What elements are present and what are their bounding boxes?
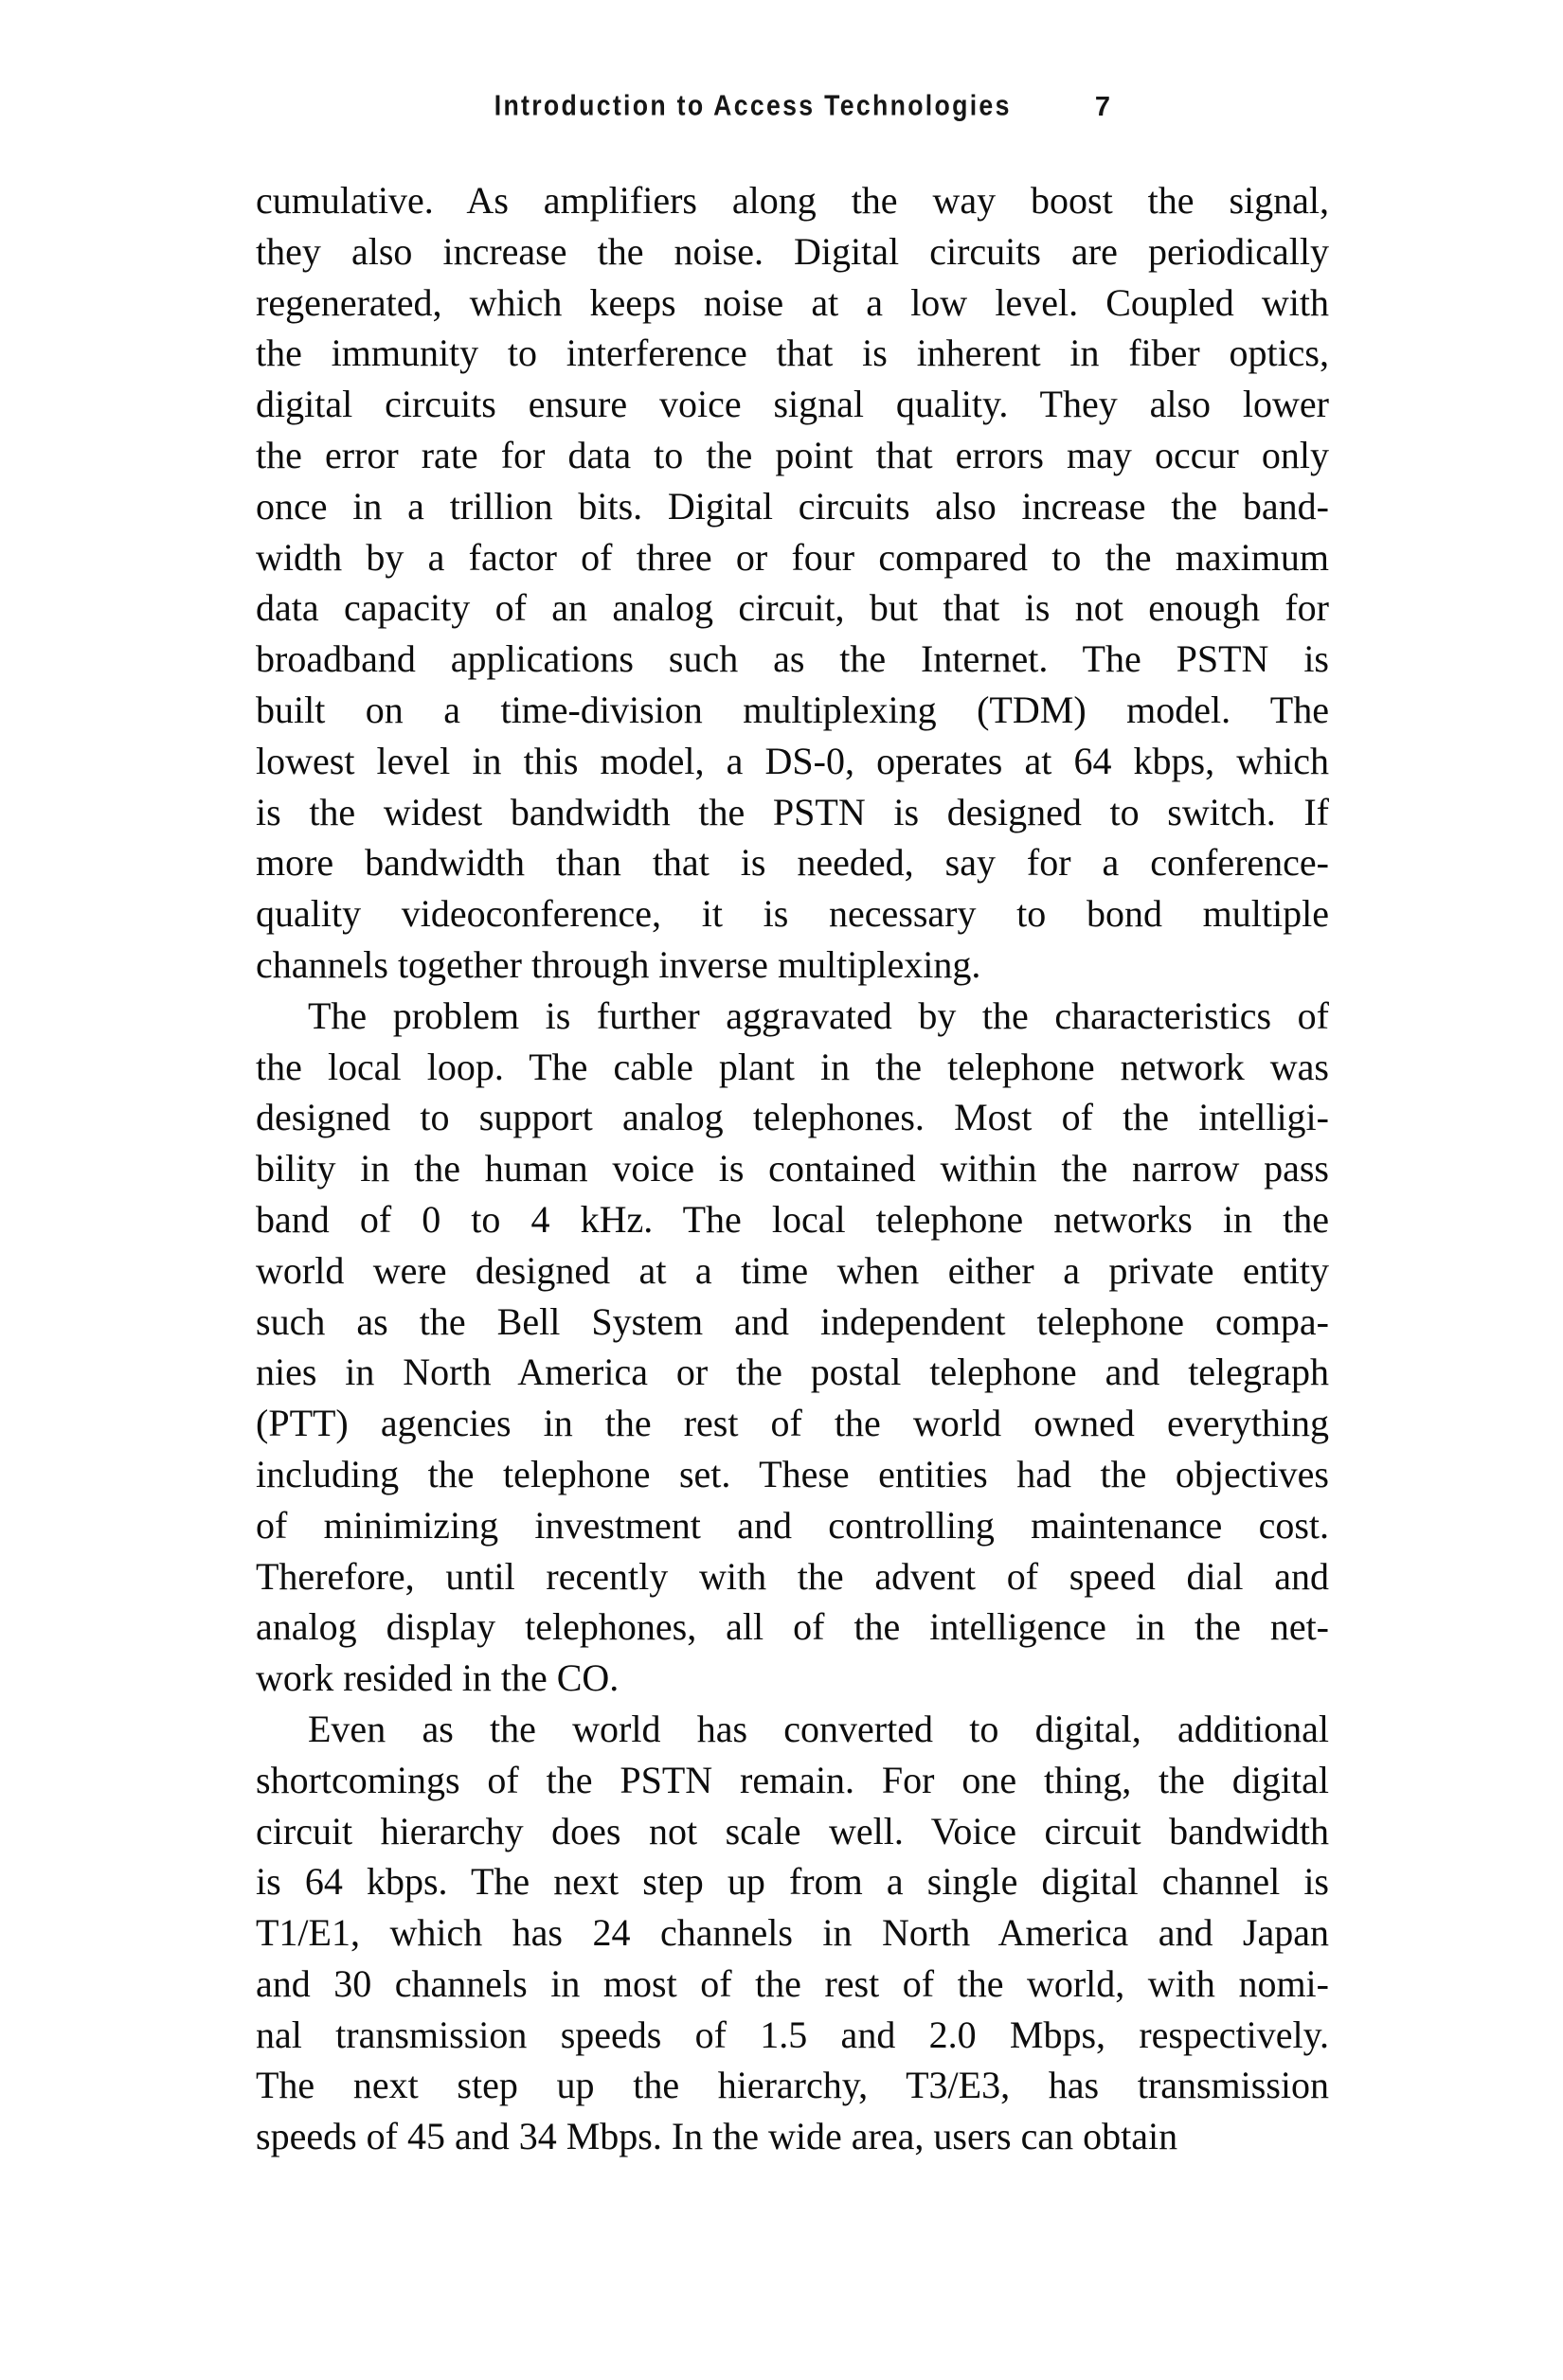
text-line: and 30 channels in most of the rest of the world, with nomi- xyxy=(256,1961,1329,2005)
text-line: of minimizing investment and controlling maintenance cost. xyxy=(256,1503,1329,1547)
text-line: the immunity to interference that is inherent in fiber optics, xyxy=(256,331,1329,375)
text-line: nal transmission speeds of 1.5 and 2.0 Mbps, respectively. xyxy=(256,2013,1329,2056)
text-line: more bandwidth than that is needed, say for a conference- xyxy=(256,841,1329,885)
text-line: is 64 kbps. The next step up from a single digital channel is xyxy=(256,1860,1329,1904)
text-line: work resided in the CO. xyxy=(256,1656,620,1700)
text-line: lowest level in this model, a DS-0, operates at 64 kbps, which xyxy=(256,739,1329,782)
text-line: circuit hierarchy does not scale well. Voice circuit bandwidth xyxy=(256,1809,1329,1852)
text-line: data capacity of an analog circuit, but that is not enough for xyxy=(256,586,1329,630)
text-line: bility in the human voice is contained within the narrow pass xyxy=(256,1147,1329,1190)
text-line: analog display telephones, all of the intelligence in the net- xyxy=(256,1605,1329,1649)
text-line: The problem is further aggravated by the characteristics of xyxy=(308,993,1329,1037)
text-line: Even as the world has converted to digital, additional xyxy=(308,1707,1329,1750)
text-line: The next step up the hierarchy, T3/E3, has transmission xyxy=(256,2064,1329,2107)
text-line: Therefore, until recently with the advent of speed dial and xyxy=(256,1554,1329,1598)
body-text xyxy=(256,175,1329,2162)
running-head xyxy=(256,92,1329,123)
text-line: the local loop. The cable plant in the telephone network was xyxy=(256,1045,1329,1088)
text-line: regenerated, which keeps noise at a low level. Coupled with xyxy=(256,280,1329,324)
text-line: they also increase the noise. Digital circuits are periodically xyxy=(256,229,1329,273)
text-line: width by a factor of three or four compared to the maximum xyxy=(256,535,1329,579)
text-line: is the widest bandwidth the PSTN is designed to switch. If xyxy=(256,790,1329,833)
text-line: designed to support analog telephones. Most of the intelligi- xyxy=(256,1096,1329,1139)
text-line: (PTT) agencies in the rest of the world owned everything xyxy=(256,1402,1329,1445)
text-line: speeds of 45 and 34 Mbps. In the wide area, users can obtain xyxy=(256,2115,1178,2158)
text-line: once in a trillion bits. Digital circuits also increase the band- xyxy=(256,484,1329,528)
text-line: channels together through inverse multiplexing. xyxy=(256,942,981,986)
paragraph xyxy=(256,991,1329,1704)
page-number: 7 xyxy=(1094,92,1113,122)
text-line: shortcomings of the PSTN remain. For one thing, the digital xyxy=(256,1758,1329,1801)
text-line: built on a time-division multiplexing (TDM) model. The xyxy=(256,688,1329,731)
paragraph xyxy=(256,175,1329,991)
paragraph xyxy=(256,1704,1329,2162)
text-line: digital circuits ensure voice signal quality. They also lower xyxy=(256,383,1329,426)
text-line: such as the Bell System and independent telephone compa- xyxy=(256,1299,1329,1343)
text-line: world were designed at a time when either a private entity xyxy=(256,1248,1329,1292)
text-line: the error rate for data to the point that errors may occur only xyxy=(256,433,1329,476)
running-head-title: Introduction to Access Technologies xyxy=(494,90,1013,122)
text-line: T1/E1, which has 24 channels in North America and Japan xyxy=(256,1911,1329,1955)
text-line: band of 0 to 4 kHz. The local telephone networks in the xyxy=(256,1197,1329,1241)
text-line: including the telephone set. These entities had the objectives xyxy=(256,1452,1329,1495)
text-line: quality videoconference, it is necessary to bond multiple xyxy=(256,892,1329,936)
text-line: nies in North America or the postal telephone and telegraph xyxy=(256,1351,1329,1394)
text-line: broadband applications such as the Internet. The PSTN is xyxy=(256,637,1329,681)
text-line: cumulative. As amplifiers along the way boost the signal, xyxy=(256,179,1329,222)
